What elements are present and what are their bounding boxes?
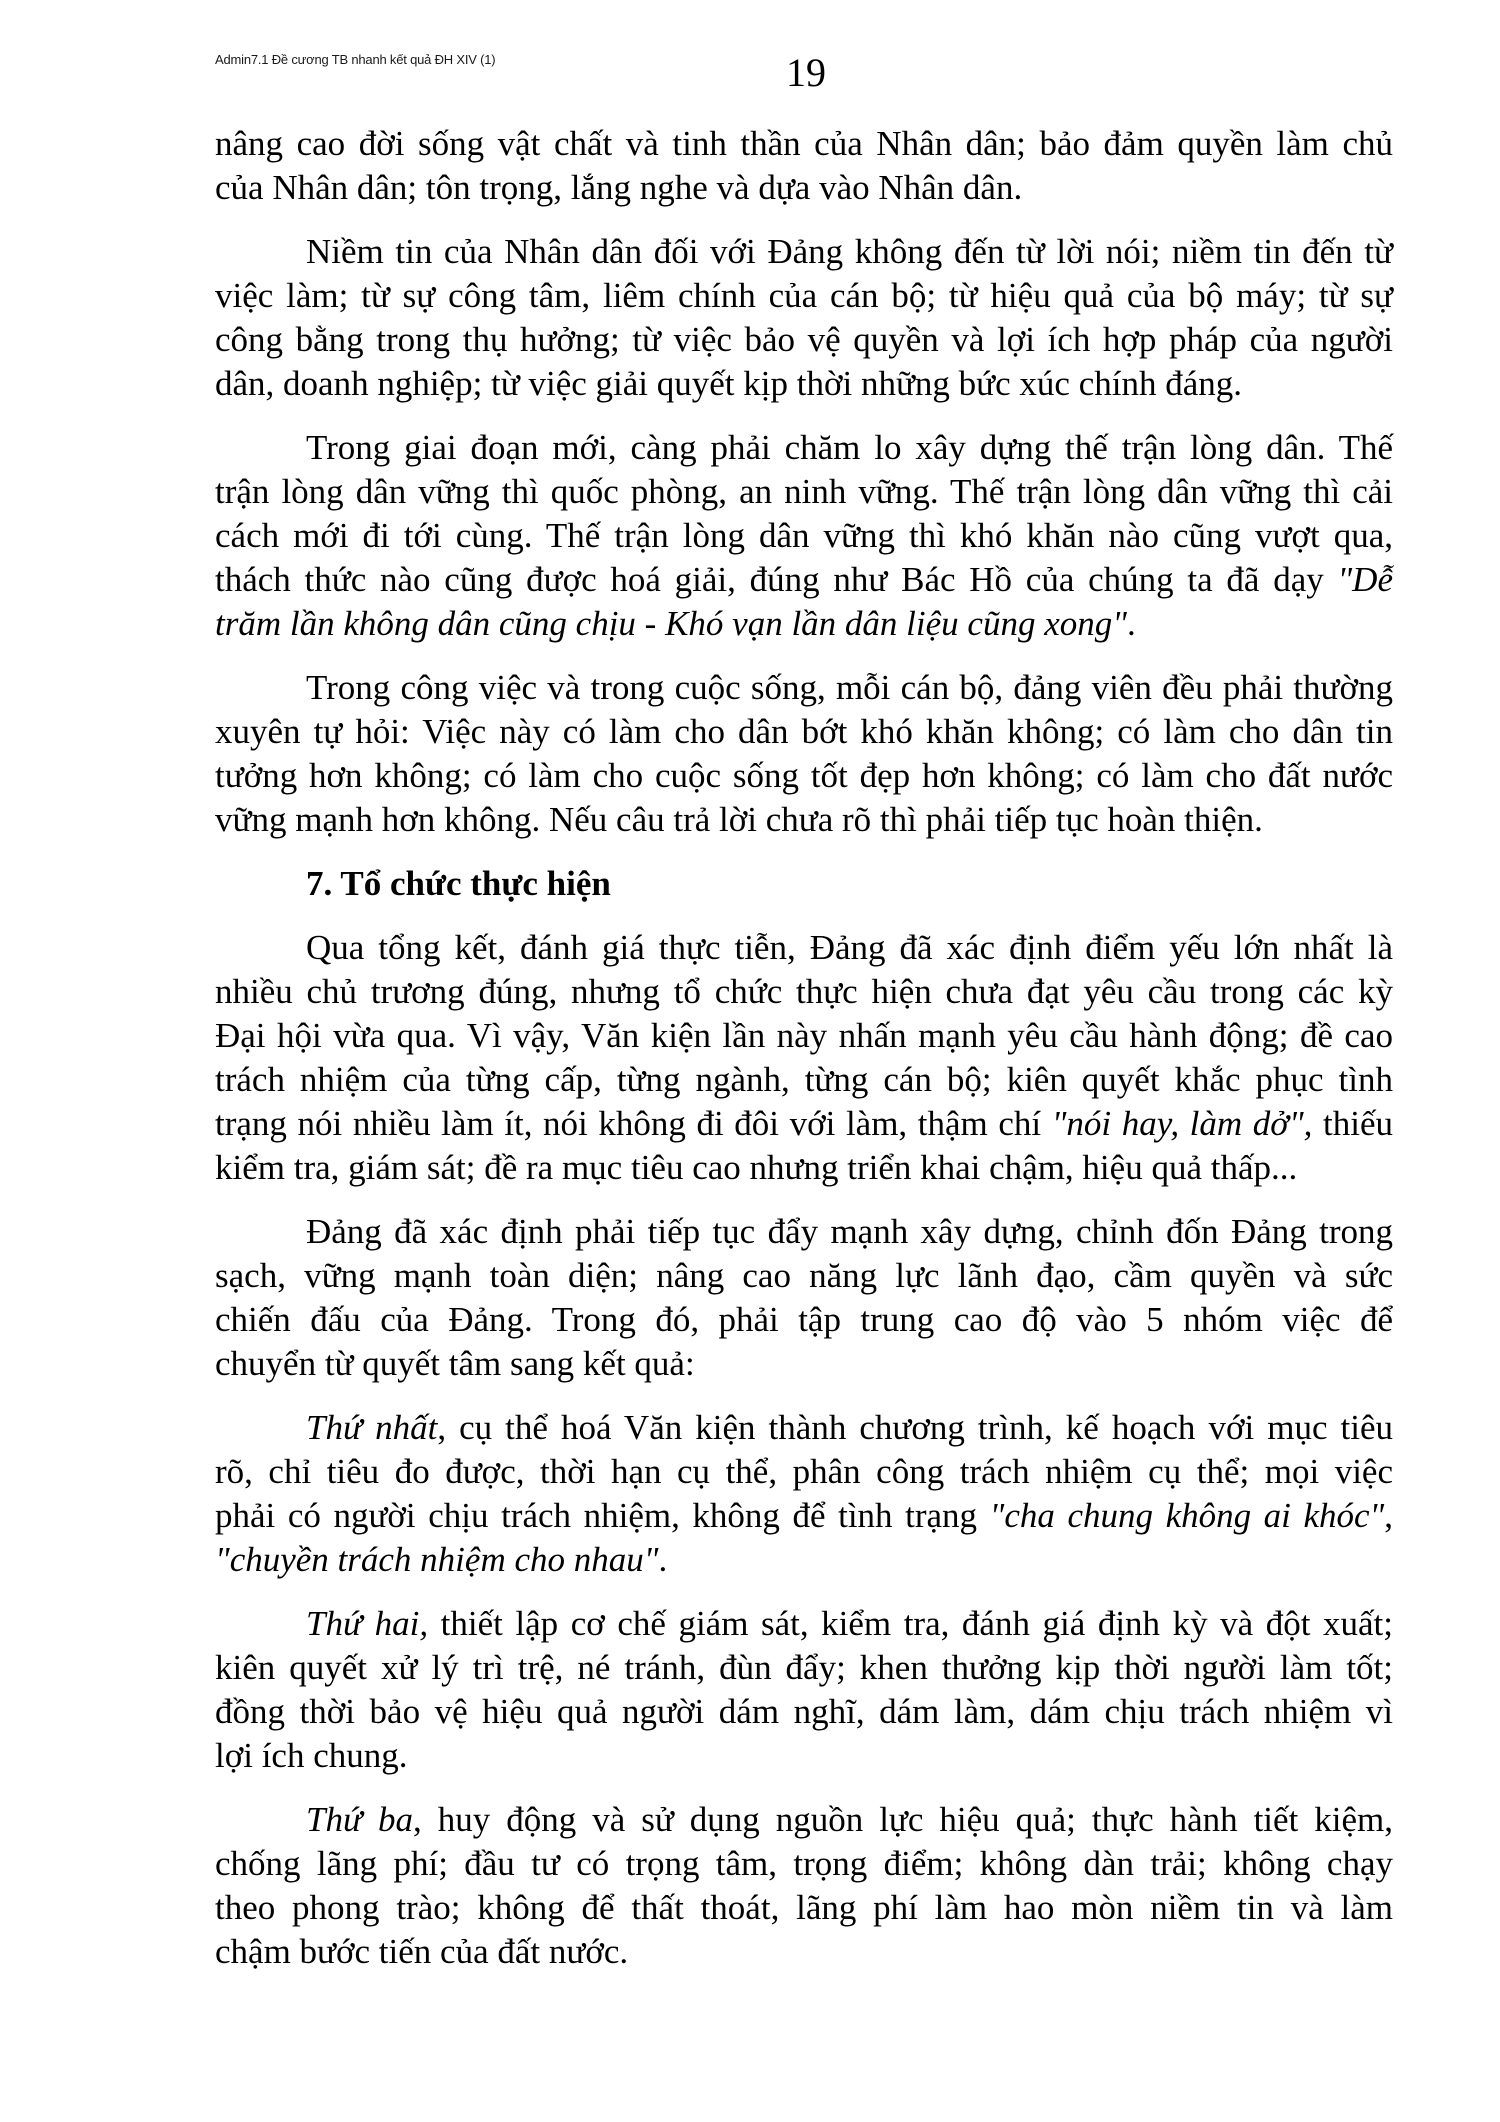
text-run: theo phong trào; không để thất thoát, lãng phí làm hao mòn niềm tin và làm [215, 1888, 1393, 1927]
text-line [215, 1734, 1393, 1778]
text-line [215, 1146, 1393, 1190]
text-run: vững mạnh hơn không. Nếu câu trả lời chưa rõ thì phải tiếp tục hoàn thiện. [215, 800, 1263, 839]
text-run: thiết lập cơ chế giám sát, kiểm tra, đánh giá định kỳ và đột xuất; [428, 1604, 1393, 1643]
text-line [215, 666, 1393, 710]
text-run: trách nhiệm của từng cấp, từng ngành, từng cán bộ; kiên quyết khắc phục tình [215, 1060, 1393, 1099]
text-line [215, 1014, 1393, 1058]
text-line [215, 514, 1393, 558]
text-run: việc làm; từ sự công tâm, liêm chính của cán bộ; từ hiệu quả của bộ máy; từ sự [215, 276, 1393, 315]
italic-text-run: Thứ ba [306, 1800, 414, 1839]
text-run: , [1384, 1496, 1393, 1535]
paragraph [215, 1602, 1393, 1778]
italic-text-run: Thứ nhất [306, 1408, 438, 1447]
text-line [215, 862, 1393, 906]
text-line [215, 558, 1393, 602]
text-line [215, 970, 1393, 1014]
text-line [215, 1450, 1393, 1494]
paragraph [215, 1798, 1393, 1974]
text-line [215, 362, 1393, 406]
text-line [215, 1930, 1393, 1974]
text-run: chuyển từ quyết tâm sang kết quả: [215, 1344, 695, 1383]
text-run: đồng thời bảo vệ hiệu quả người dám nghĩ, dám làm, dám chịu trách nhiệm vì [215, 1692, 1393, 1731]
text-run: lợi ích chung. [215, 1736, 408, 1775]
section-heading [215, 862, 1393, 906]
text-run: dân, doanh nghiệp; từ việc giải quyết kịp thời những bức xúc chính đáng. [215, 364, 1243, 403]
text-line [215, 1602, 1393, 1646]
paragraph [215, 122, 1393, 210]
text-line [215, 1210, 1393, 1254]
text-run: Qua tổng kết, đánh giá thực tiễn, Đảng đã xác định điểm yếu lớn nhất là [306, 928, 1393, 967]
text-run: trận lòng dân vững thì quốc phòng, an ninh vững. Thế trận lòng dân vững thì cải [215, 472, 1393, 511]
text-line [215, 602, 1393, 646]
text-line [215, 1254, 1393, 1298]
text-run: của Nhân dân; tôn trọng, lắng nghe và dựa vào Nhân dân. [215, 168, 1023, 207]
running-header: Admin7.1 Đề cương TB nhanh kết quả ĐH XIV (1) [215, 52, 496, 67]
text-line [215, 754, 1393, 798]
page-number: 19 [786, 50, 826, 95]
text-run: rõ, chỉ tiêu đo được, thời hạn cụ thể, phân công trách nhiệm cụ thể; mọi việc [215, 1452, 1393, 1491]
text-line [215, 1646, 1393, 1690]
text-run: kiên quyết xử lý trì trệ, né tránh, đùn đẩy; khen thưởng kịp thời người làm tốt; [215, 1648, 1393, 1687]
text-line [215, 926, 1393, 970]
paragraph [215, 1210, 1393, 1386]
text-line [215, 1690, 1393, 1734]
text-run: nâng cao đời sống vật chất và tinh thần của Nhân dân; bảo đảm quyền làm chủ [215, 124, 1393, 163]
text-run: chậm bước tiến của đất nước. [215, 1932, 629, 1971]
text-run: Đại hội vừa qua. Vì vậy, Văn kiện lần này nhấn mạnh yêu cầu hành động; đề cao [215, 1016, 1393, 1055]
text-run: Trong giai đoạn mới, càng phải chăm lo xây dựng thế trận lòng dân. Thế [306, 428, 1393, 467]
text-run: tưởng hơn không; có làm cho cuộc sống tốt đẹp hơn không; có làm cho đất nước [215, 756, 1393, 795]
text-line [215, 1102, 1393, 1146]
paragraph [215, 230, 1393, 406]
text-line [215, 230, 1393, 274]
italic-text-run: Thứ hai, [306, 1604, 429, 1643]
text-run: kiểm tra, giám sát; đề ra mục tiêu cao nhưng triển khai chậm, hiệu quả thấp... [215, 1148, 1298, 1187]
paragraph [215, 1406, 1393, 1582]
italic-text-run: "chuyền trách nhiệm cho nhau" [215, 1540, 659, 1579]
italic-text-run: "cha chung không ai khóc" [989, 1496, 1385, 1535]
paragraph [215, 426, 1393, 646]
text-line [215, 1298, 1393, 1342]
text-line [215, 1494, 1393, 1538]
text-run: thách thức nào cũng được hoá giải, đúng như Bác Hồ của chúng ta đã dạy [215, 560, 1338, 599]
text-run: phải có người chịu trách nhiệm, không để tình trạng [215, 1496, 990, 1535]
paragraph [215, 666, 1393, 842]
text-run: công bằng trong thụ hưởng; từ việc bảo vệ quyền và lợi ích hợp pháp của người [215, 320, 1393, 359]
text-line [215, 426, 1393, 470]
text-line [215, 274, 1393, 318]
text-run: , cụ thể hoá Văn kiện thành chương trình, kế hoạch với mục tiêu [437, 1408, 1394, 1447]
text-run: . [658, 1540, 668, 1579]
text-run: nhiều chủ trương đúng, nhưng tổ chức thực hiện chưa đạt yêu cầu trong các kỳ [215, 972, 1393, 1011]
text-run: Đảng đã xác định phải tiếp tục đẩy mạnh xây dựng, chỉnh đốn Đảng trong [306, 1212, 1393, 1251]
text-line [215, 798, 1393, 842]
paragraph [215, 926, 1393, 1190]
text-line [215, 710, 1393, 754]
text-line [215, 470, 1393, 514]
italic-text-run: trăm lần không dân cũng chịu - Khó vạn lần dân liệu cũng xong" [215, 604, 1127, 643]
text-run: Niềm tin của Nhân dân đối với Đảng không đến từ lời nói; niềm tin đến từ [306, 232, 1393, 271]
text-run: chiến đấu của Đảng. Trong đó, phải tập trung cao độ vào 5 nhóm việc để [215, 1300, 1393, 1339]
text-line [215, 1842, 1393, 1886]
text-line [215, 122, 1393, 166]
document-body [215, 122, 1393, 1974]
text-run: , huy động và sử dụng nguồn lực hiệu quả; thực hành tiết kiệm, [413, 1800, 1393, 1839]
text-line [215, 166, 1393, 210]
text-run: sạch, vững mạnh toàn diện; nâng cao năng lực lãnh đạo, cầm quyền và sức [215, 1256, 1393, 1295]
text-line [215, 1798, 1393, 1842]
text-run: thiếu [1312, 1104, 1394, 1143]
text-run: cách mới đi tới cùng. Thế trận lòng dân vững thì khó khăn nào cũng vượt qua, [215, 516, 1393, 555]
text-run: . [1126, 604, 1136, 643]
text-line [215, 1342, 1393, 1386]
italic-text-run: "Dễ [1337, 560, 1393, 599]
text-run: chống lãng phí; đầu tư có trọng tâm, trọng điểm; không dàn trải; không chạy [215, 1844, 1393, 1883]
text-run: trạng nói nhiều làm ít, nói không đi đôi với làm, thậm chí [215, 1104, 1052, 1143]
text-line [215, 1058, 1393, 1102]
text-run: 7. Tổ chức thực hiện [306, 864, 611, 903]
text-run: xuyên tự hỏi: Việc này có làm cho dân bớt khó khăn không; có làm cho dân tin [215, 712, 1393, 751]
text-line [215, 318, 1393, 362]
text-line [215, 1406, 1393, 1450]
italic-text-run: "nói hay, làm dở", [1051, 1104, 1313, 1143]
text-line [215, 1538, 1393, 1582]
text-run: Trong công việc và trong cuộc sống, mỗi cán bộ, đảng viên đều phải thường [306, 668, 1393, 707]
text-line [215, 1886, 1393, 1930]
